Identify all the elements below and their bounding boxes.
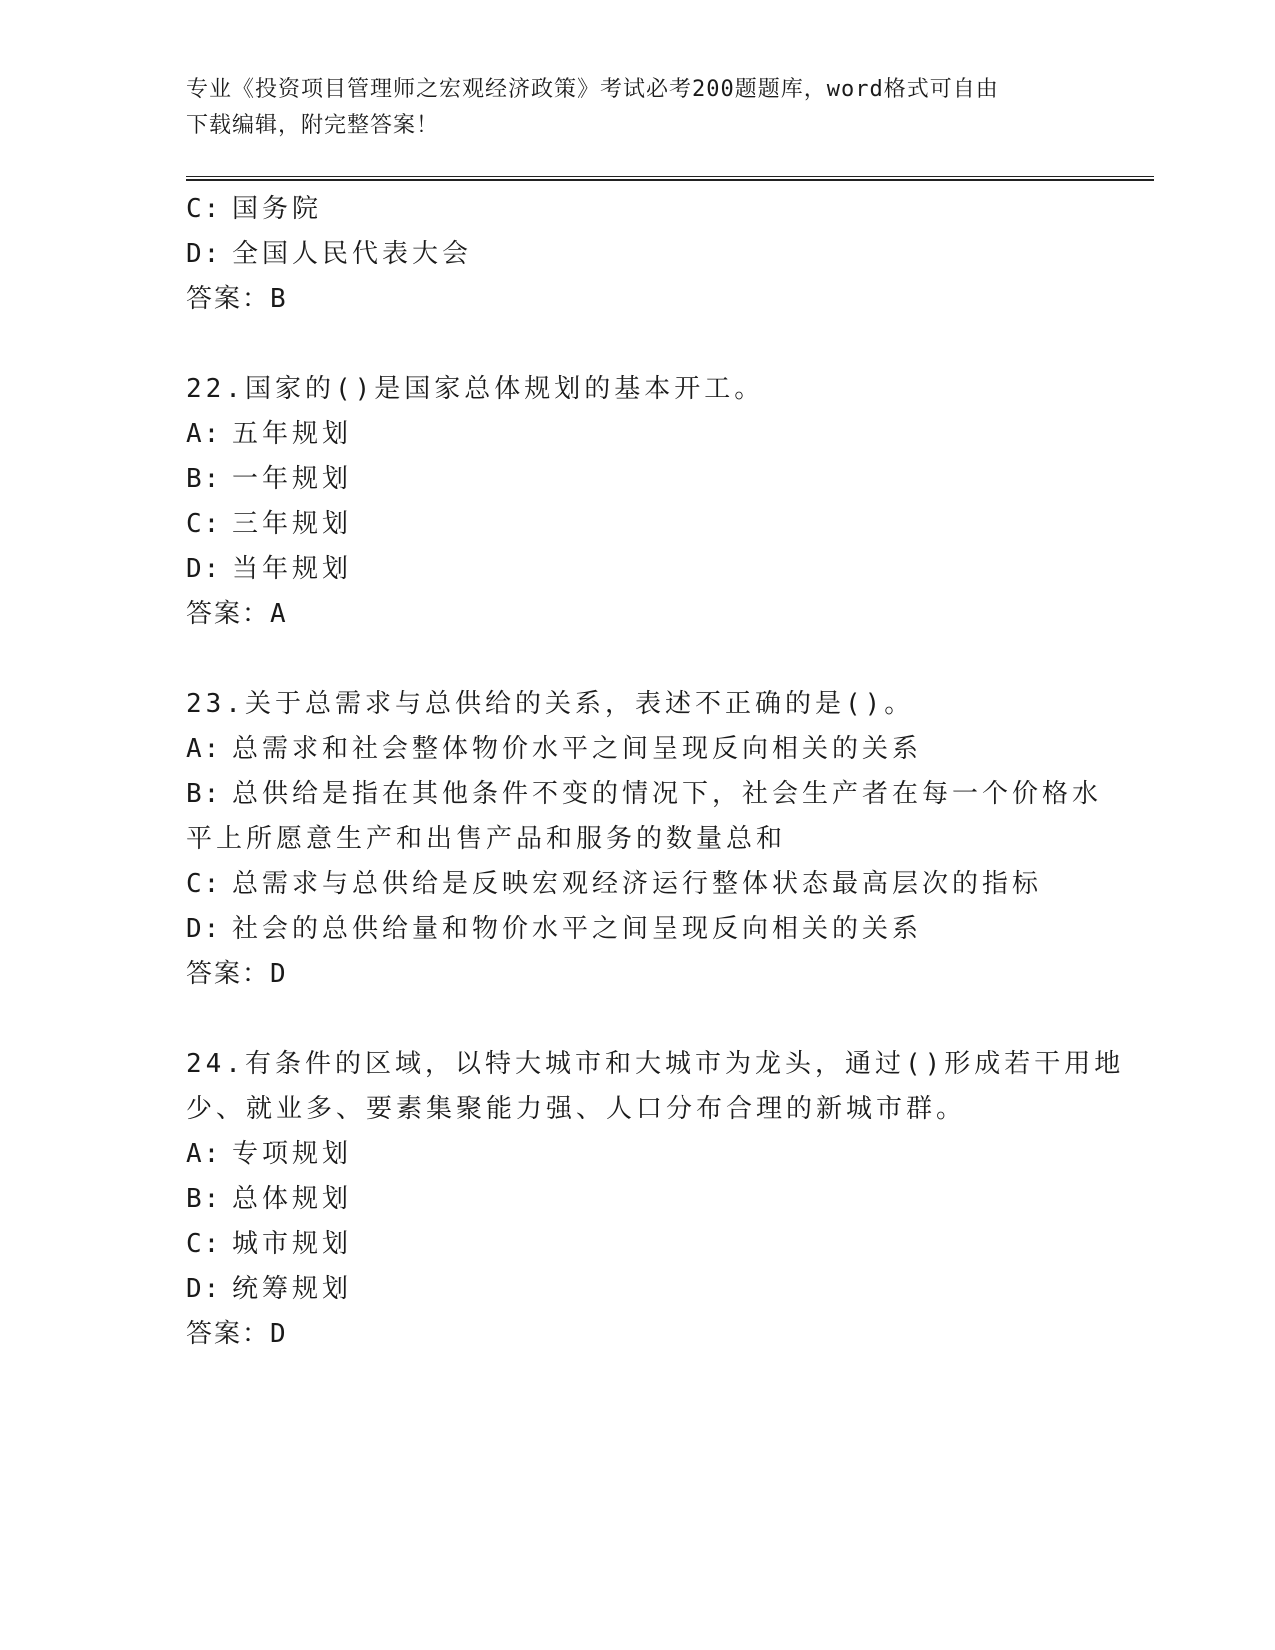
option-text: 五年规划 [232,419,353,449]
option-text: 一年规划 [232,464,353,494]
answer-value: B [270,284,288,314]
answer-value: D [270,959,288,989]
q24-stem-continued: 少、就业多、要素集聚能力强、人口分布合理的新城市群。 [186,1094,967,1124]
header-divider [186,176,1154,181]
header-line-1: 专业《投资项目管理师之宏观经济政策》考试必考200题题库，word格式可自由 [186,77,999,102]
answer-label: 答案： [186,959,271,989]
option-letter: C: [186,869,222,899]
option-text: 全国人民代表大会 [232,239,473,269]
q24-answer [186,1317,288,1351]
option-text: 三年规划 [232,509,353,539]
option-text: 国务院 [232,194,323,224]
q23-option-c [186,867,1042,901]
option-letter: D: [186,1274,222,1304]
q22-option-c [186,507,352,541]
q24-option-b [186,1182,352,1216]
option-letter: A: [186,734,222,764]
option-letter: C: [186,1229,222,1259]
option-letter: D: [186,239,222,269]
q24-option-d [186,1272,352,1306]
option-text: 社会的总供给量和物价水平之间呈现反向相关的关系 [232,914,923,944]
option-text: 当年规划 [232,554,353,584]
option-letter: D: [186,914,222,944]
q23-option-d [186,912,922,946]
q22-stem: 22.国家的()是国家总体规划的基本开工。 [186,374,765,404]
option-letter: A: [186,1139,222,1169]
answer-label: 答案： [186,599,271,629]
option-letter: C: [186,194,222,224]
option-letter: B: [186,1184,222,1214]
option-text: 统筹规划 [232,1274,353,1304]
q21-option-c [186,192,322,226]
option-letter: D: [186,554,222,584]
q21-option-d [186,237,472,271]
option-letter: A: [186,419,222,449]
q23-option-b-continued: 平上所愿意生产和出售产品和服务的数量总和 [186,824,787,854]
q22-answer [186,597,288,631]
q22-option-b [186,462,352,496]
option-text: 总供给是指在其他条件不变的情况下，社会生产者在每一个价格水 [232,779,1103,809]
answer-label: 答案： [186,284,271,314]
option-letter: B: [186,779,222,809]
option-text: 总体规划 [232,1184,353,1214]
option-letter: B: [186,464,222,494]
answer-value: D [270,1319,288,1349]
document-header [186,72,1086,144]
q23-answer [186,957,288,991]
answer-label: 答案： [186,1319,271,1349]
q24-option-c [186,1227,352,1261]
header-line-2: 下载编辑，附完整答案！ [186,113,440,138]
q22-option-d [186,552,352,586]
q22-option-a [186,417,352,451]
q24-stem: 24.有条件的区域，以特大城市和大城市为龙头，通过()形成若干用地 [186,1049,1125,1079]
q23-option-b [186,777,1102,811]
option-text: 专项规划 [232,1139,353,1169]
q23-option-a [186,732,922,766]
q23-stem: 23.关于总需求与总供给的关系，表述不正确的是()。 [186,689,915,719]
option-text: 城市规划 [232,1229,353,1259]
option-text: 总需求与总供给是反映宏观经济运行整体状态最高层次的指标 [232,869,1043,899]
option-letter: C: [186,509,222,539]
answer-value: A [270,599,288,629]
option-text: 总需求和社会整体物价水平之间呈现反向相关的关系 [232,734,923,764]
q21-answer [186,282,288,316]
q24-option-a [186,1137,352,1171]
